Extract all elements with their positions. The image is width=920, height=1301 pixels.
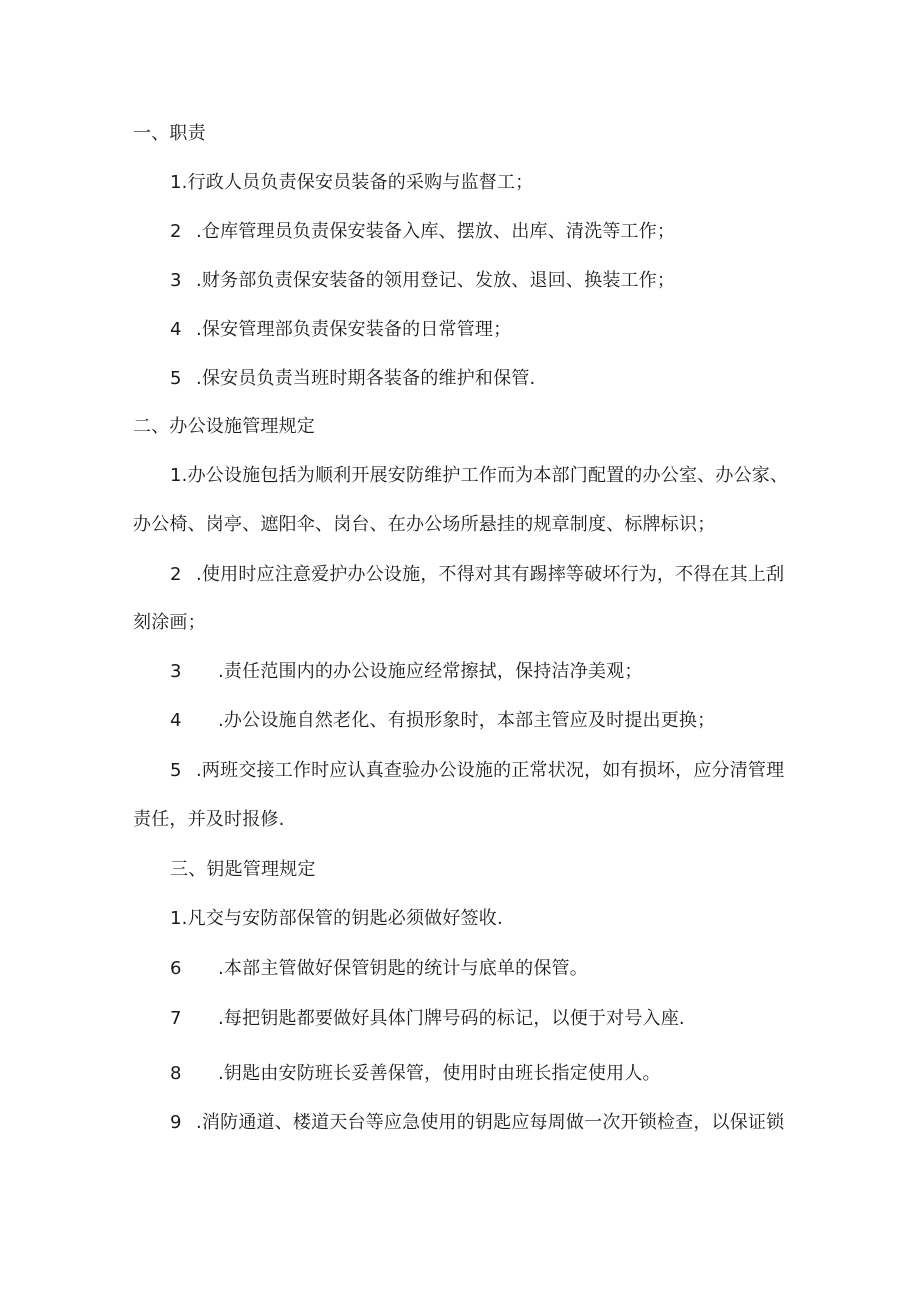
list-item [170, 220, 675, 244]
list-item [170, 957, 588, 981]
item-text: .使用时应注意爱护办公设施，不得对其有踢摔等破坏行为，不得在其上刮 [196, 564, 785, 585]
item-number: 5 [170, 368, 182, 389]
list-item: 1.行政人员负责保安员装备的采购与监督工； [170, 172, 534, 193]
list-item [170, 660, 643, 684]
item-number: 4 [170, 319, 182, 340]
item-text: .保安管理部负责保安装备的日常管理； [196, 319, 512, 340]
list-item [170, 367, 535, 391]
list-item [170, 1007, 685, 1031]
item-number: 2 [170, 221, 182, 242]
list-item [170, 1111, 784, 1135]
item-text: .消防通道、楼道天台等应急使用的钥匙应每周做一次开锁检查，以保证锁 [196, 1112, 785, 1133]
item-number: 9 [170, 1112, 182, 1133]
section-heading-duties: 一、职责 [133, 123, 206, 144]
list-item [170, 563, 784, 587]
list-item-continuation: 办公椅、岗亭、遮阳伞、岗台、在办公场所悬挂的规章制度、标牌标识； [133, 514, 716, 535]
item-text: .两班交接工作时应认真查验办公设施的正常状况，如有损坏，应分清管理 [196, 760, 785, 781]
item-number: 8 [170, 1063, 182, 1084]
item-text: .钥匙由安防班长妥善保管，使用时由班长指定使用人。 [218, 1063, 661, 1084]
item-text: .办公设施自然老化、有损形象时，本部主管应及时提出更换； [218, 710, 716, 731]
list-item [170, 759, 784, 783]
list-item-continuation: 刻涂画； [133, 612, 206, 633]
list-item: 1.凡交与安防部保管的钥匙必须做好签收. [170, 908, 503, 929]
list-item [170, 269, 675, 293]
item-number: 7 [170, 1008, 182, 1029]
item-text: .财务部负责保安装备的领用登记、发放、退回、换装工作； [196, 270, 676, 291]
item-number: 6 [170, 958, 182, 979]
item-text: .每把钥匙都要做好具体门牌号码的标记，以便于对号入座. [218, 1008, 685, 1029]
item-number: 3 [170, 270, 182, 291]
list-item [170, 709, 715, 733]
list-item [170, 1062, 661, 1086]
list-item: 1.办公设施包括为顺利开展安防维护工作而为本部门配置的办公室、办公家、 [170, 465, 789, 486]
item-number: 4 [170, 710, 182, 731]
item-number: 5 [170, 760, 182, 781]
item-text: .仓库管理员负责保安装备入库、摆放、出库、清洗等工作； [196, 221, 676, 242]
section-heading-key-management: 三、钥匙管理规定 [170, 859, 316, 880]
item-number: 2 [170, 564, 182, 585]
section-heading-office-facilities: 二、办公设施管理规定 [133, 416, 315, 437]
item-text: .本部主管做好保管钥匙的统计与底单的保管。 [218, 958, 588, 979]
item-text: .责任范围内的办公设施应经常擦拭，保持洁净美观； [218, 661, 643, 682]
list-item-continuation: 责任，并及时报修. [133, 809, 285, 830]
item-text: .保安员负责当班时期各装备的维护和保管. [196, 368, 536, 389]
list-item [170, 318, 511, 342]
item-number: 3 [170, 661, 182, 682]
